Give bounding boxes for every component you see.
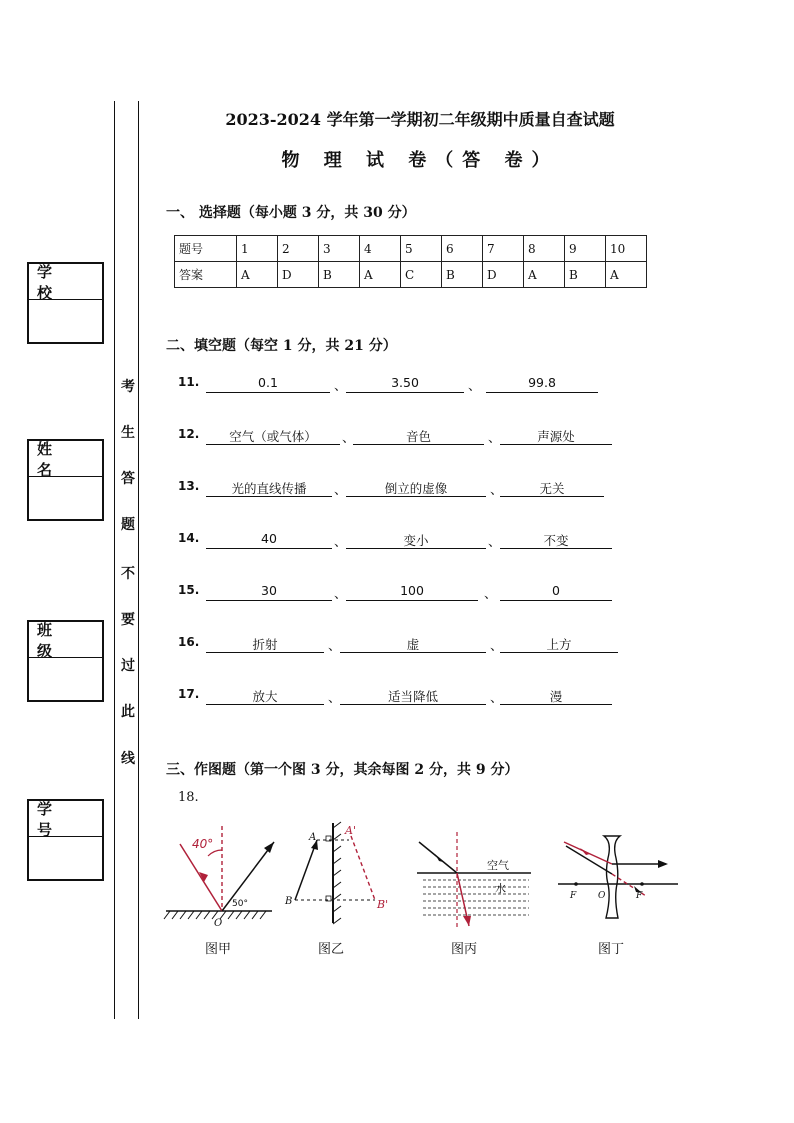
class-label: 班 级 (29, 622, 102, 658)
question-number: 15. (178, 583, 200, 597)
answer-blank[interactable]: 声源处 (500, 427, 612, 445)
table-row-answers (175, 262, 647, 288)
figure-bing (413, 818, 535, 933)
answer-blank[interactable]: 折射 (206, 635, 324, 653)
answer-cell[interactable]: A (606, 262, 647, 288)
id-box[interactable] (27, 799, 104, 881)
blank-separator: 、 (468, 379, 482, 394)
answer-blank[interactable]: 无关 (500, 479, 604, 497)
figure-ding-caption: 图丁 (598, 942, 625, 957)
focus-left-label: F (570, 891, 577, 901)
answer-blank[interactable]: 99.8 (486, 375, 598, 393)
warning-char: 题 (121, 517, 135, 533)
warning-char: 生 (121, 425, 135, 441)
question-number: 3 (319, 236, 360, 262)
question-number: 6 (442, 236, 483, 262)
binding-line-left (114, 101, 115, 1019)
air-label: 空气 (487, 859, 509, 872)
answer-blank[interactable]: 不变 (500, 531, 612, 549)
name-label: 姓 名 (29, 441, 102, 477)
warning-char: 答 (121, 471, 135, 487)
answer-blank[interactable]: 30 (206, 583, 332, 601)
blank-separator: 、 (484, 587, 498, 602)
figure-bing-caption: 图丙 (451, 942, 478, 957)
answer-blank[interactable]: 100 (346, 583, 478, 601)
binding-line-right (138, 101, 139, 1019)
id-field[interactable] (29, 837, 102, 879)
warning-char: 线 (121, 751, 135, 767)
blank-separator: 、 (328, 691, 342, 706)
warning-char: 过 (121, 658, 135, 674)
blank-separator: 、 (342, 431, 356, 446)
answer-blank[interactable]: 漫 (500, 687, 612, 705)
id-label: 学 号 (29, 801, 102, 837)
answer-table (174, 235, 647, 288)
answer-cell[interactable]: D (483, 262, 524, 288)
answer-blank[interactable]: 放大 (206, 687, 324, 705)
point-a-label: A (309, 832, 317, 843)
answer-cell[interactable]: C (401, 262, 442, 288)
lens-origin-label: O (598, 891, 606, 901)
answer-blank[interactable]: 音色 (353, 427, 484, 445)
blank-separator: 、 (488, 535, 502, 550)
answer-blank[interactable]: 变小 (346, 531, 486, 549)
page-title: 2023-2024 学年第一学期初二年级期中质量自查试题 (225, 110, 615, 129)
blank-separator: 、 (334, 379, 348, 394)
answer-cell[interactable]: D (278, 262, 319, 288)
question-number: 12. (178, 427, 200, 441)
blank-separator: 、 (334, 483, 348, 498)
blank-separator: 、 (490, 639, 504, 654)
answer-cell[interactable]: A (237, 262, 278, 288)
answer-blank[interactable]: 0.1 (206, 375, 330, 393)
question-number: 11. (178, 375, 200, 389)
figure-yi-caption: 图乙 (318, 942, 345, 957)
school-box[interactable] (27, 262, 104, 344)
blank-separator: 、 (328, 639, 342, 654)
figure-ding (556, 818, 680, 933)
school-field[interactable] (29, 300, 102, 342)
answer-blank[interactable]: 虚 (340, 635, 486, 653)
section3-heading: 三、作图题（第一个图 3 分，其余每图 2 分，共 9 分） (166, 762, 519, 778)
water-label: 水 (495, 882, 506, 895)
question-number: 4 (360, 236, 401, 262)
figure-yi (283, 818, 393, 933)
answer-blank[interactable]: 空气（或气体） (206, 427, 340, 445)
blank-separator: 、 (334, 587, 348, 602)
fill-question-row (0, 375, 794, 395)
question-number: 1 (237, 236, 278, 262)
fill-question-row (0, 687, 794, 707)
question-18-number: 18. (178, 790, 199, 805)
table-row-numbers (175, 236, 647, 262)
answer-cell[interactable]: A (360, 262, 401, 288)
school-label: 学 校 (29, 264, 102, 300)
fill-question-row (0, 427, 794, 447)
answer-blank[interactable]: 适当降低 (340, 687, 486, 705)
question-number: 13. (178, 479, 200, 493)
answer-blank[interactable]: 倒立的虚像 (346, 479, 486, 497)
figure-jia (152, 818, 280, 933)
row-label-question: 题号 (175, 236, 237, 262)
fill-question-row (0, 479, 794, 499)
blank-separator: 、 (490, 483, 504, 498)
fill-question-row (0, 635, 794, 655)
origin-label-o: O (214, 918, 223, 929)
blank-separator: 、 (334, 535, 348, 550)
point-a1-label: A' (345, 824, 356, 837)
fill-question-row (0, 583, 794, 603)
warning-char: 要 (121, 612, 135, 628)
blank-separator: 、 (488, 431, 502, 446)
answer-blank[interactable]: 3.50 (346, 375, 464, 393)
section1-heading: 一、 选择题（每小题 3 分，共 30 分） (166, 205, 416, 221)
angle-label-40: 40° (192, 837, 214, 851)
focus-right-label: F (636, 891, 643, 901)
question-number: 16. (178, 635, 200, 649)
question-number: 7 (483, 236, 524, 262)
warning-char: 不 (121, 566, 135, 582)
answer-cell[interactable]: A (524, 262, 565, 288)
blank-separator: 、 (490, 691, 504, 706)
point-b1-label: B' (377, 898, 389, 911)
warning-char: 考 (121, 379, 135, 395)
answer-cell[interactable]: B (442, 262, 483, 288)
question-number: 10 (606, 236, 647, 262)
row-label-answer: 答案 (175, 262, 237, 288)
question-number: 14. (178, 531, 200, 545)
point-b-label: B (285, 896, 293, 907)
question-number: 8 (524, 236, 565, 262)
question-number: 2 (278, 236, 319, 262)
answer-blank[interactable]: 光的直线传播 (206, 479, 332, 497)
figure-jia-caption: 图甲 (205, 942, 232, 957)
question-number: 5 (401, 236, 442, 262)
page-subtitle: 物 理 试 卷（答 卷） (281, 150, 559, 171)
answer-cell[interactable]: B (319, 262, 360, 288)
warning-char: 此 (121, 704, 135, 720)
question-number: 17. (178, 687, 200, 701)
answer-blank[interactable]: 0 (500, 583, 612, 601)
section2-heading: 二、填空题（每空 1 分，共 21 分） (166, 338, 397, 354)
question-number: 9 (565, 236, 606, 262)
answer-blank[interactable]: 40 (206, 531, 332, 549)
answer-cell[interactable]: B (565, 262, 606, 288)
fill-question-row (0, 531, 794, 551)
angle-label-50: 50° (232, 899, 248, 909)
answer-blank[interactable]: 上方 (500, 635, 618, 653)
